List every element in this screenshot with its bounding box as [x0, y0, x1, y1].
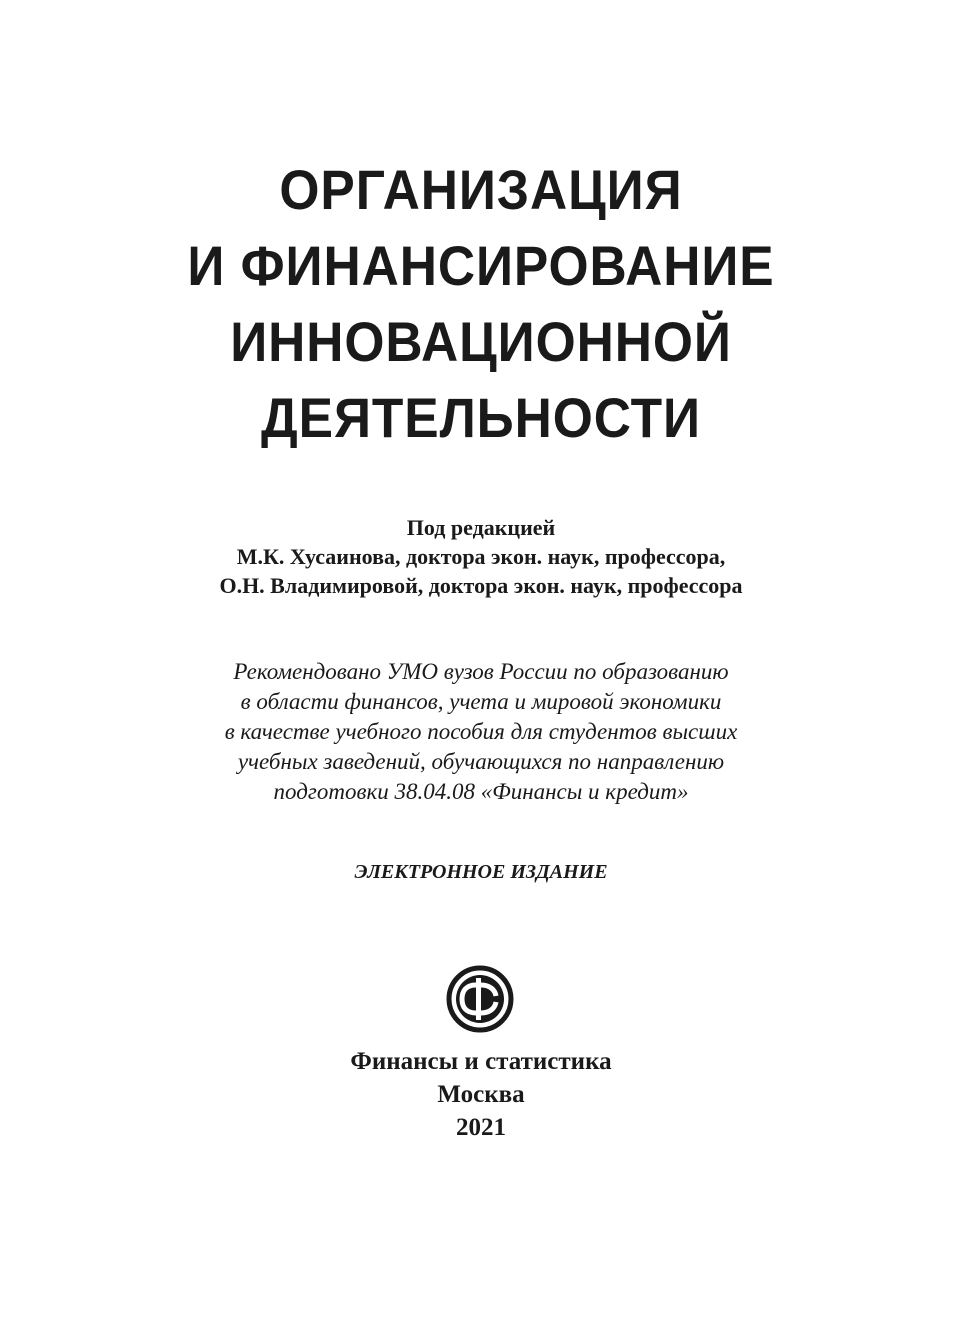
publication-year: 2021 — [456, 1114, 506, 1141]
recommendation-line: Рекомендовано УМО вузов России по образованию — [233, 659, 729, 684]
recommendation-line: учебных заведений, обучающихся по направлению — [237, 749, 725, 774]
publisher-name: Финансы и статистика — [350, 1048, 612, 1075]
publisher-logo-icon — [446, 965, 514, 1033]
editor-line: М.К. Хусаинова, доктора экон. наук, профессора, — [236, 544, 726, 569]
book-title — [38, 152, 923, 456]
recommendation-line: в качестве учебного пособия для студентов высших — [224, 719, 738, 744]
recommendation-block — [0, 657, 962, 807]
editor-line: О.Н. Владимировой, доктора экон. наук, профессора — [219, 573, 743, 598]
recommendation-line: подготовки 38.04.08 «Финансы и кредит» — [273, 779, 689, 804]
title-line: ДЕЯТЕЛЬНОСТИ — [261, 386, 701, 449]
publisher-city: Москва — [437, 1081, 525, 1108]
editors-heading: Под редакцией — [406, 515, 556, 540]
title-line: ОРГАНИЗАЦИЯ — [279, 158, 683, 221]
title-line: И ФИНАНСИРОВАНИЕ — [187, 234, 775, 297]
editors-block — [0, 513, 962, 600]
recommendation-line: в области финансов, учета и мировой экономики — [240, 689, 722, 714]
title-line: ИННОВАЦИОННОЙ — [230, 310, 732, 373]
publisher-block — [0, 1045, 962, 1144]
edition-label: ЭЛЕКТРОННОЕ ИЗДАНИЕ — [354, 861, 608, 883]
